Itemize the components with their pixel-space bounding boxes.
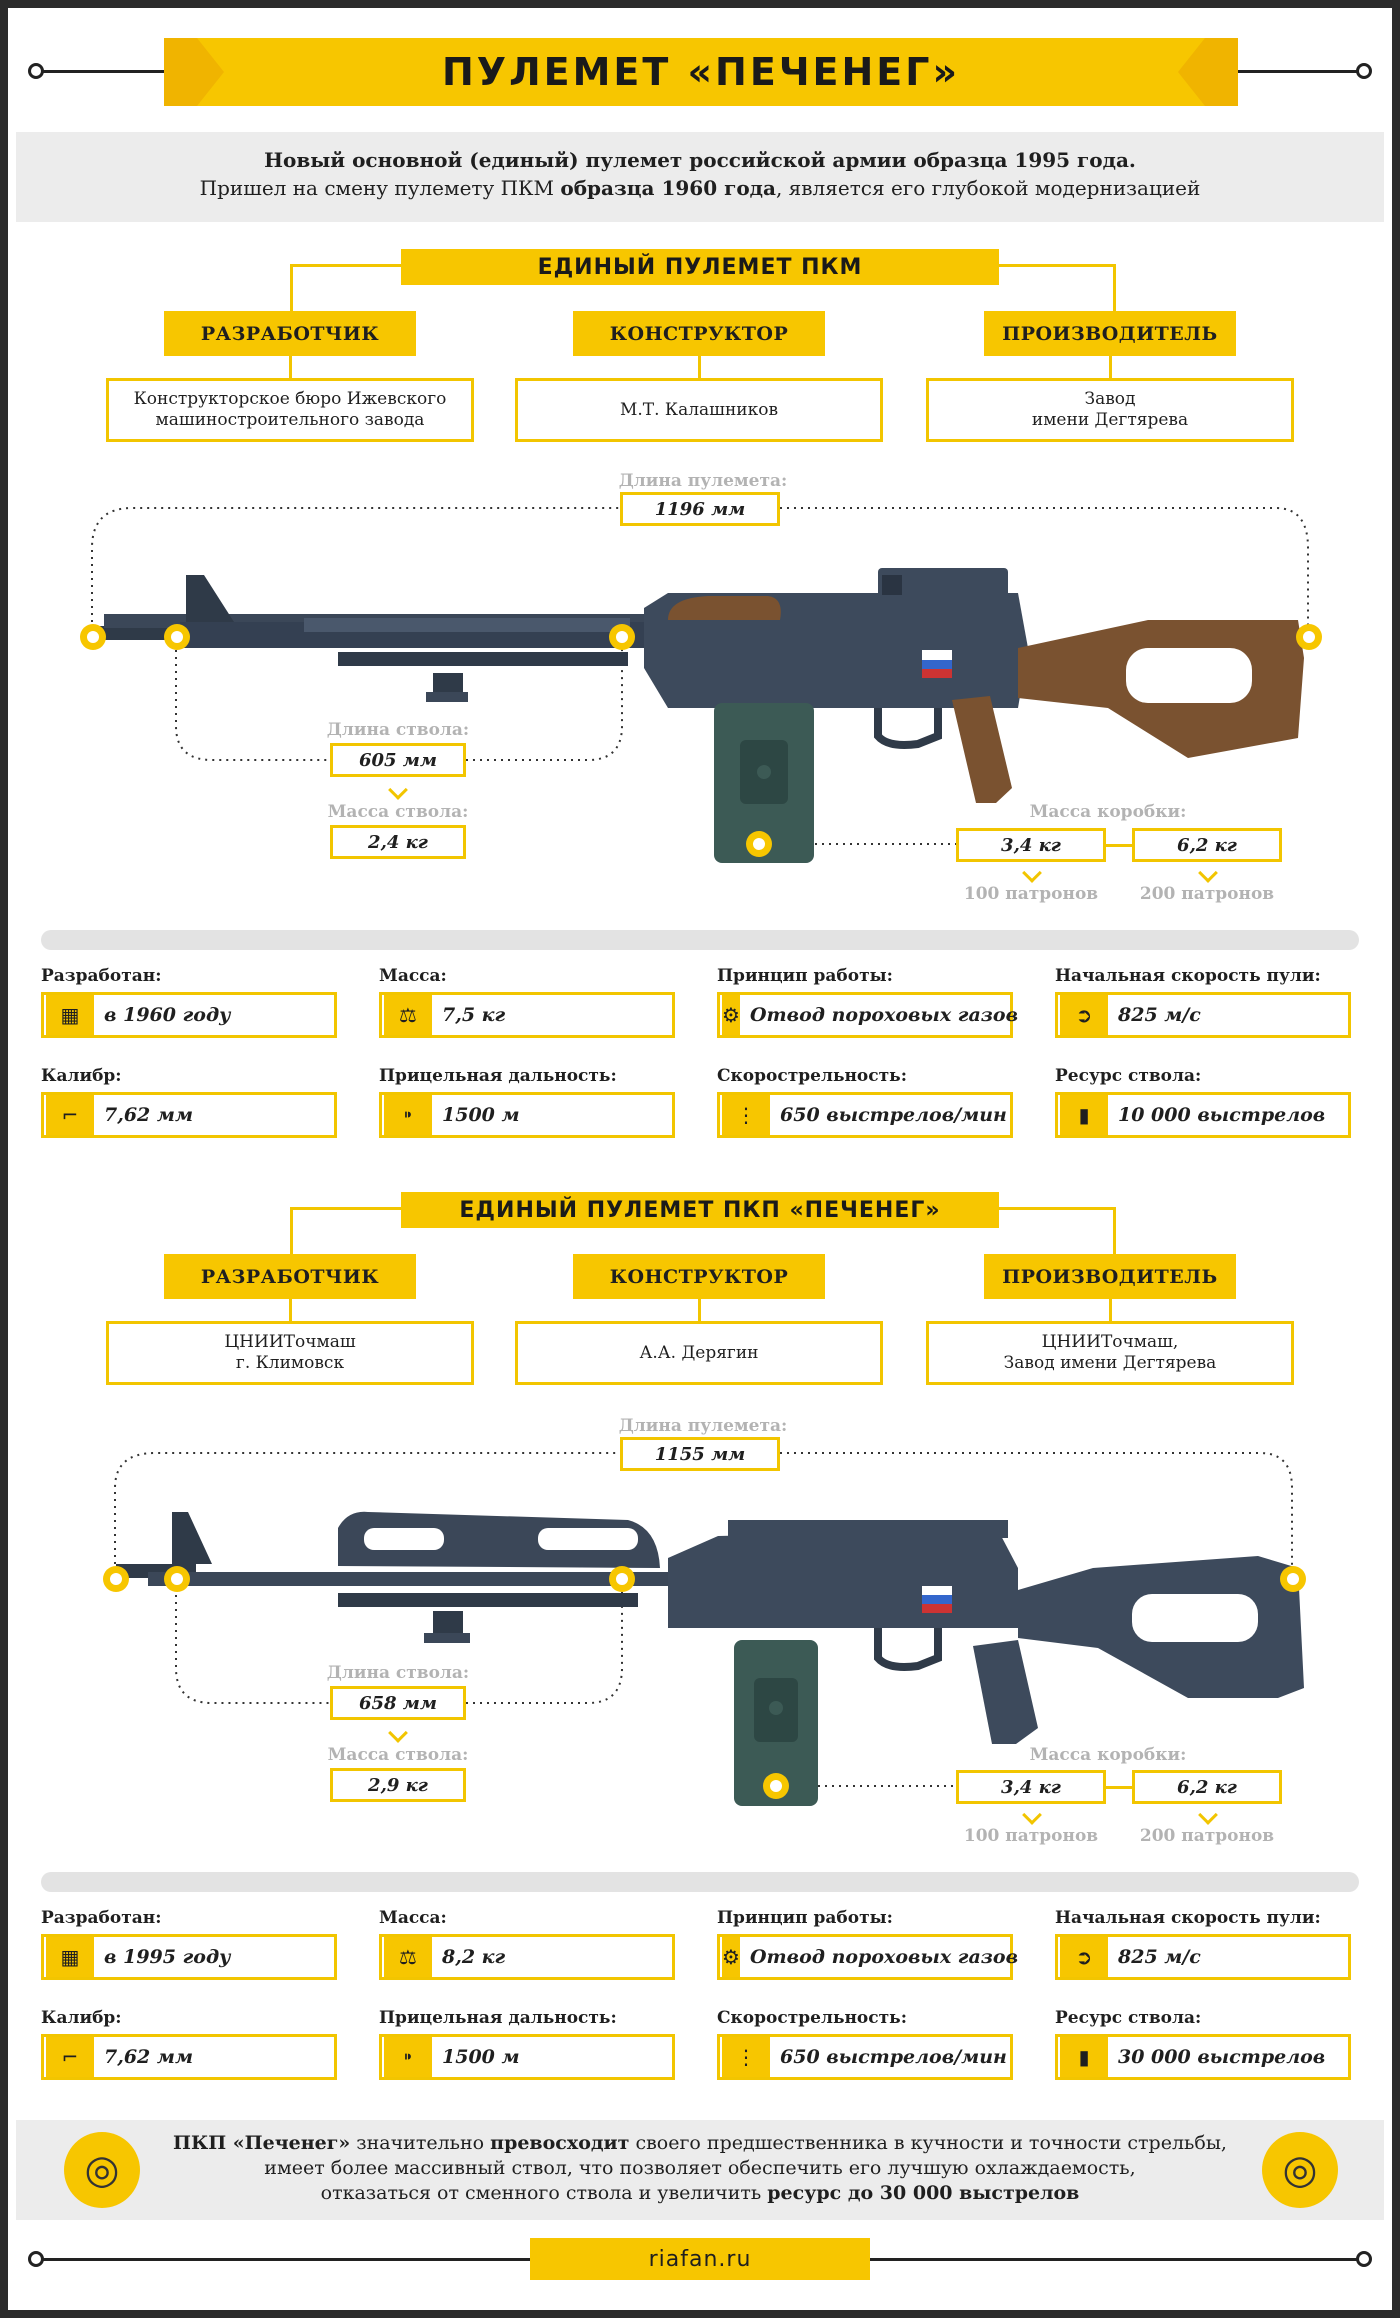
pkp-stat-label: Начальная скорость пули: <box>1055 1908 1321 1928</box>
target-icon: ◎ <box>1262 2132 1338 2208</box>
page-title: ПУЛЕМЕТ «ПЕЧЕНЕГ» <box>441 50 961 94</box>
pkp-stat-label: Прицельная дальность: <box>379 2008 617 2028</box>
cartridges-icon: ⋮ <box>722 2037 770 2077</box>
footer-line-right-dot <box>1356 2251 1372 2267</box>
pkp-stat-label: Ресурс ствола: <box>1055 2008 1202 2028</box>
pkm-stat-value: Отвод пороховых газов <box>749 1004 1019 1026</box>
source-link[interactable]: riafan.ru <box>530 2238 870 2280</box>
pkp-stat-box <box>1055 2034 1351 2080</box>
pkp-stat-value: Отвод пороховых газов <box>749 1946 1019 1968</box>
gears-icon: ⚙ <box>722 1937 740 1977</box>
pkp-stat-box <box>41 2034 337 2080</box>
pkp-stat-value: в 1995 году <box>104 1946 231 1968</box>
cartridges-icon: ⋮ <box>722 1095 770 1135</box>
battery-icon: ▮ <box>1060 2037 1108 2077</box>
pkm-length-value: 1196 мм <box>620 492 780 526</box>
bullet-icon: ⁍ <box>384 2037 432 2077</box>
speed-icon: ➲ <box>1060 1937 1108 1977</box>
pkm-stat-label: Прицельная дальность: <box>379 1066 617 1086</box>
pkp-designer-value: А.А. Дерягин <box>515 1321 883 1385</box>
pkm-stat-value: 1500 м <box>442 1104 520 1126</box>
pkm-manufacturer-value: Завод имени Дегтярева <box>926 378 1294 442</box>
pkm-stat-label: Разработан: <box>41 966 162 986</box>
pkp-diagram <box>8 8 1392 1858</box>
intro-line-2: Пришел на смену пулемету ПКМ образца 1960 года, является его глубокой модернизацией <box>199 176 1201 200</box>
intro-line-1: Новый основной (единый) пулемет российской армии образца 1995 года. <box>264 148 1136 172</box>
pkp-stat-value: 30 000 выстрелов <box>1118 2046 1326 2068</box>
pkp-box-mass-caption: Масса коробки: <box>1029 1745 1187 1765</box>
pkm-barrel-mass-value: 2,4 кг <box>330 825 466 859</box>
pkp-role-designer: КОНСТРУКТОР <box>573 1254 825 1299</box>
gears-icon: ⚙ <box>722 995 740 1035</box>
pkp-stat-label: Калибр: <box>41 2008 122 2028</box>
pkm-box-200-value: 6,2 кг <box>1132 828 1282 862</box>
pkp-length-value: 1155 мм <box>620 1437 780 1471</box>
footer-line-left-dot <box>28 2251 44 2267</box>
pkp-stat-label: Масса: <box>379 1908 447 1928</box>
pkp-marker <box>763 1773 789 1799</box>
pkp-barrel-length-value: 658 мм <box>330 1686 466 1720</box>
pkm-stat-value: 7,5 кг <box>442 1004 506 1026</box>
pkp-role-developer: РАЗРАБОТЧИК <box>164 1254 416 1299</box>
pkp-barrel-mass-value: 2,9 кг <box>330 1768 466 1802</box>
pistol-icon: ⌐ <box>46 1095 94 1135</box>
pkp-marker <box>609 1566 635 1592</box>
pkm-role-developer: РАЗРАБОТЧИК <box>164 311 416 356</box>
pkm-stat-value: в 1960 году <box>104 1004 231 1026</box>
pkp-manufacturer-value: ЦНИИТочмаш, Завод имени Дегтярева <box>926 1321 1294 1385</box>
pkm-role-designer: КОНСТРУКТОР <box>573 311 825 356</box>
pkp-barrel-mass-caption: Масса ствола: <box>327 1745 469 1765</box>
pkp-barrel-length-caption: Длина ствола: <box>326 1663 470 1683</box>
pkm-stat-value: 10 000 выстрелов <box>1118 1104 1326 1126</box>
pkp-stat-box <box>1055 1934 1351 1980</box>
pkp-header: ЕДИНЫЙ ПУЛЕМЕТ ПКП «ПЕЧЕНЕГ» <box>401 1192 999 1228</box>
pkm-stat-value: 825 м/с <box>1118 1004 1201 1026</box>
pkp-marker <box>1280 1566 1306 1592</box>
pkp-box-100-note: 100 патронов <box>963 1826 1099 1846</box>
pkm-stat-label: Калибр: <box>41 1066 122 1086</box>
pkp-stat-box <box>717 1934 1019 1980</box>
pkm-box-200-note: 200 патронов <box>1139 884 1275 904</box>
weight-icon: ⚖ <box>384 995 432 1035</box>
conclusion-text: ПКП «Печенег» значительно превосходит своего предшественника в кучности и точности стрельбы, имеет более массивный ствол, что позволяет обеспечить его лучшую охлаждаемость, отказаться от сменного ствола и увеличить ресурс до 30 000 выстрелов <box>173 2132 1227 2204</box>
pkp-connector <box>1106 1786 1132 1789</box>
pkm-barrel-length-value: 605 мм <box>330 743 466 777</box>
pkp-stat-box <box>379 2034 675 2080</box>
pkm-stat-label: Скорострельность: <box>717 1066 907 1086</box>
pkp-stat-value: 7,62 мм <box>104 2046 194 2068</box>
speed-icon: ➲ <box>1060 995 1108 1035</box>
target-icon: ◎ <box>64 2132 140 2208</box>
pkm-box-mass-caption: Масса коробки: <box>1029 802 1187 822</box>
calendar-icon: ▦ <box>46 995 94 1035</box>
pkp-length-caption: Длина пулемета: <box>618 1416 788 1436</box>
pkm-stat-value: 7,62 мм <box>104 1104 194 1126</box>
pkm-developer-value: Конструкторское бюро Ижевского машиностроительного завода <box>106 378 474 442</box>
pkp-stat-box <box>41 1934 337 1980</box>
pkp-stat-label: Скорострельность: <box>717 2008 907 2028</box>
bullet-icon: ⁍ <box>384 1095 432 1135</box>
pkp-stat-box <box>379 1934 675 1980</box>
pkm-stat-label: Масса: <box>379 966 447 986</box>
pkp-stat-label: Разработан: <box>41 1908 162 1928</box>
pkm-barrel-mass-caption: Масса ствола: <box>327 802 469 822</box>
pkm-stat-label: Принцип работы: <box>717 966 893 986</box>
pkm-barrel-length-caption: Длина ствола: <box>326 720 470 740</box>
separator <box>41 1872 1359 1892</box>
pkp-box-100-value: 3,4 кг <box>956 1770 1106 1804</box>
pkp-developer-value: ЦНИИТочмаш г. Климовск <box>106 1321 474 1385</box>
pkm-box-100-note: 100 патронов <box>963 884 1099 904</box>
pkp-marker <box>103 1566 129 1592</box>
pistol-icon: ⌐ <box>46 2037 94 2077</box>
pkp-box-200-value: 6,2 кг <box>1132 1770 1282 1804</box>
pkm-role-manufacturer: ПРОИЗВОДИТЕЛЬ <box>984 311 1236 356</box>
pkp-marker <box>164 1566 190 1592</box>
pkm-box-100-value: 3,4 кг <box>956 828 1106 862</box>
battery-icon: ▮ <box>1060 1095 1108 1135</box>
pkp-stat-value: 8,2 кг <box>442 1946 506 1968</box>
pkm-header: ЕДИНЫЙ ПУЛЕМЕТ ПКМ <box>401 249 999 285</box>
pkm-stat-value: 650 выстрелов/мин <box>780 1104 1007 1126</box>
pkp-stat-value: 650 выстрелов/мин <box>780 2046 1007 2068</box>
pkm-stat-label: Ресурс ствола: <box>1055 1066 1202 1086</box>
pkp-stat-box <box>717 2034 1013 2080</box>
infographic <box>8 8 1392 2310</box>
pkm-length-caption: Длина пулемета: <box>618 471 788 491</box>
pkp-stat-value: 825 м/с <box>1118 1946 1201 1968</box>
pkm-stat-label: Начальная скорость пули: <box>1055 966 1321 986</box>
calendar-icon: ▦ <box>46 1937 94 1977</box>
pkm-designer-value: М.Т. Калашников <box>515 378 883 442</box>
pkp-role-manufacturer: ПРОИЗВОДИТЕЛЬ <box>984 1254 1236 1299</box>
weight-icon: ⚖ <box>384 1937 432 1977</box>
pkp-box-200-note: 200 патронов <box>1139 1826 1275 1846</box>
pkp-stat-label: Принцип работы: <box>717 1908 893 1928</box>
pkp-stat-value: 1500 м <box>442 2046 520 2068</box>
